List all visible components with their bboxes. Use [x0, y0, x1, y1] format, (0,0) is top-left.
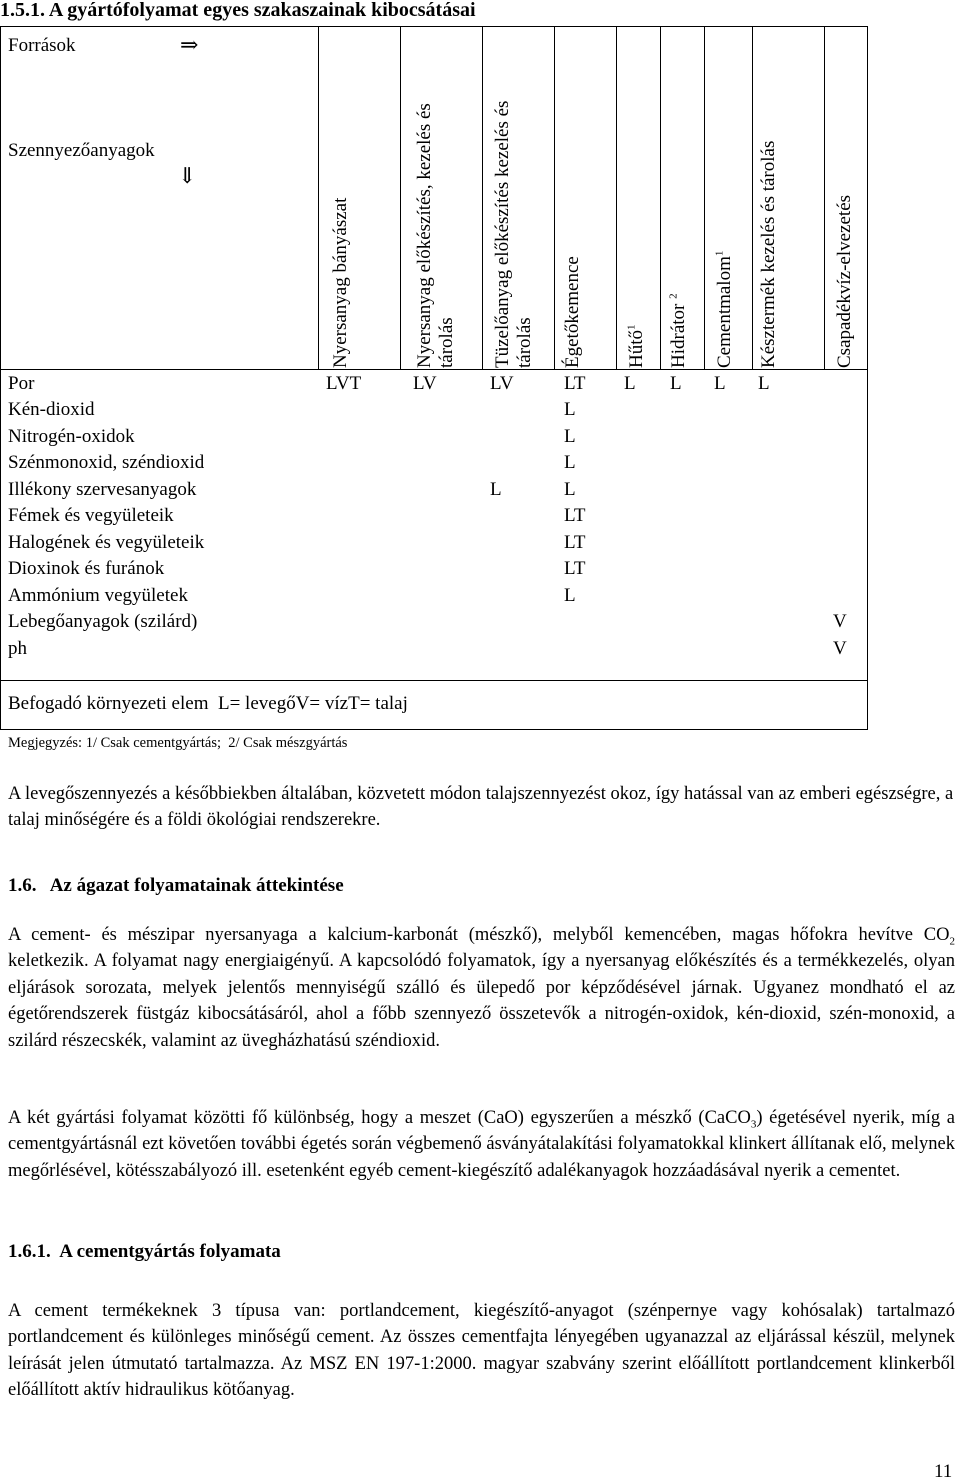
row-label: Fémek és vegyületeik: [8, 505, 174, 526]
table-cell: LT: [564, 532, 586, 553]
row-label: Ammónium vegyületek: [8, 585, 188, 606]
paragraph-text: A cement- és mészipar nyersanyaga a kalcium-karbonát (mészkő), melyből kemencében, magas hőfokra hevítve CO: [8, 925, 950, 945]
paragraph-text: A két gyártási folyamat közötti fő különbség, hogy a meszet (CaO) egyszerűen a mészkő (CaCO: [8, 1108, 751, 1128]
col-header-wrap: [562, 0, 583, 368]
col-divider: [824, 26, 825, 370]
col-divider: [704, 26, 705, 370]
subscript: 3: [750, 1118, 757, 1131]
table-cell: LV: [490, 373, 514, 394]
col-header-wrap: [713, 0, 735, 368]
pollutants-label: Szennyezőanyagok: [8, 140, 155, 161]
col-divider: [660, 26, 661, 370]
col-divider: [400, 26, 401, 370]
table-cell: LV: [413, 373, 437, 394]
table-cell: L: [564, 399, 576, 420]
table-cell: V: [833, 638, 847, 659]
col-header-hidrator: [668, 293, 690, 368]
row-label: Illékony szervesanyagok: [8, 479, 197, 500]
col-header-wrap: [834, 0, 855, 368]
col-header-hidrator-text: Hidrátor: [668, 303, 689, 368]
paragraph-text: ) égetésével nyerik, míg a cementgyártásnál ezt követően további égetés során végbemenő ásványátalakítási folyamatokkal klinkert állítanak elő, melynek megőrlésével, kötésszabályozó ill. esetenként egyéb cement-kiegészítő adalékanyagok hozzáadásával nyerik a cementet.: [8, 1108, 955, 1181]
sources-label: Források: [8, 35, 76, 56]
col-header-kesztermek: Késztermék kezelés és tárolás: [758, 140, 779, 368]
col-divider: [482, 26, 483, 370]
table-border-bottom: [0, 729, 868, 730]
col-divider: [554, 26, 555, 370]
col-header-huto: [626, 325, 648, 369]
table-cell: L: [758, 373, 770, 394]
section-title-1-6: 1.6. Az ágazat folyamatainak áttekintése: [8, 875, 344, 896]
col-header-cementmalom: [714, 251, 736, 368]
table-cell: L: [624, 373, 636, 394]
col-header-nyersanyag-banyaszat: Nyersanyag bányászat: [330, 197, 351, 368]
paragraph: A cement termékeknek 3 típusa van: portlandcement, kiegészítő-anyagot (szénpernye vagy kohósalak) tartalmazó portlandcement és különleges minőségű cement. Az összes cementfajta lényegében ugyanazzal az eljárással készül, melynek leírását jelen útmutató tartalmazza. Az MSZ EN 197-1:2000. magyar szabvány szerint előállított portlandcement klinkerből előállított aktív hidraulikus kötőanyag.: [8, 1301, 955, 1401]
col-header-nyersanyag-elokeszites-2: tárolás: [436, 317, 457, 368]
table-cell: LT: [564, 505, 586, 526]
table-cell: L: [564, 452, 576, 473]
col-header-tuzeloanyag-2: tárolás: [514, 317, 535, 368]
col-header-huto-text: Hűtő: [626, 330, 647, 368]
paragraph-text: keletkezik. A folyamat nagy energiaigényű. A kapcsolódó folyamatok, így a nyersanyag előkészítés és a termékkezelés, olyan eljárások sorozata, melyek jelentős mennyiségű szálló és ülepedő por képződésével járnak. Ugyanez mondható el az égetőrendszerek füstgáz kibocsátásáról, ahol a főbb szennyező összetevők a nitrogén-oxidok, kén-dioxid, szén-monoxid, a szilárd részecskék, valamint az üvegházhatású széndioxid.: [8, 951, 955, 1051]
row-label: Halogének és vegyületeik: [8, 532, 205, 553]
header-row-separator: [0, 369, 868, 370]
table-border-top: [0, 26, 868, 27]
table-cell: V: [833, 611, 847, 632]
col-divider: [616, 26, 617, 370]
col-header-wrap: [667, 0, 689, 368]
subscript: 2: [949, 935, 955, 948]
col-header-wrap: [492, 0, 535, 368]
table-cell: L: [564, 585, 576, 606]
col-header-egetokemence: Égetőkemence: [562, 256, 583, 368]
table-cell: L: [490, 479, 502, 500]
row-label: Dioxinok és furánok: [8, 558, 165, 579]
row-label: Lebegőanyagok (szilárd): [8, 611, 198, 632]
table-cell: L: [564, 479, 576, 500]
col-header-csapadekviz: Csapadékvíz-elvezetés: [834, 194, 855, 368]
right-arrow-icon: ⇒: [180, 32, 199, 57]
table-cell: L: [670, 373, 682, 394]
section-heading: 1.5.1. A gyártófolyamat egyes szakaszainak kibocsátásai: [0, 0, 476, 21]
col-divider: [318, 26, 319, 370]
col-header-wrap: [625, 0, 647, 368]
row-label: Kén-dioxid: [8, 399, 95, 420]
down-arrow-icon: ⇓: [178, 163, 197, 188]
col-header-cementmalom-sup: 1: [713, 250, 726, 257]
paragraph: A levegőszennyezés a későbbiekben általában, közvetett módon talajszennyezést okoz, így hatással van az emberi egészségre, a talaj minőségére és a földi ökológiai rendszerekre.: [8, 784, 954, 831]
row-label: Nitrogén-oxidok: [8, 426, 135, 447]
table-cell: L: [714, 373, 726, 394]
table-legend: Befogadó környezeti elem L= levegőV= vízT= talaj: [8, 693, 408, 714]
row-label: Szénmonoxid, széndioxid: [8, 452, 205, 473]
col-header-wrap: [414, 0, 457, 368]
col-header-huto-sup: 1: [625, 324, 638, 330]
col-header-wrap: [330, 0, 351, 368]
table-note: Megjegyzés: 1/ Csak cementgyártás; 2/ Csak mészgyártás: [8, 735, 348, 751]
table-cell: LT: [564, 373, 586, 394]
table-border-left: [0, 26, 1, 730]
section-title-1-6-1: 1.6.1. A cementgyártás folyamata: [8, 1241, 281, 1262]
legend-separator: [0, 680, 868, 681]
table-border-right: [867, 26, 868, 730]
table-cell: LVT: [326, 373, 362, 394]
col-header-wrap: [758, 0, 779, 368]
col-header-hidrator-sup: 2: [667, 293, 680, 299]
paragraph: [8, 922, 955, 1054]
paragraph: [8, 1105, 955, 1184]
row-label: Por: [8, 373, 35, 394]
col-header-tuzeloanyag: Tüzelőanyag előkészítés kezelés és: [492, 100, 513, 368]
col-divider: [752, 26, 753, 370]
col-header-cementmalom-text: Cementmalom: [714, 256, 735, 368]
table-cell: LT: [564, 558, 586, 579]
col-header-nyersanyag-elokeszites: Nyersanyag előkészítés, kezelés és: [414, 103, 435, 368]
row-label: ph: [8, 638, 27, 659]
table-cell: L: [564, 426, 576, 447]
page-number: 11: [934, 1461, 953, 1482]
